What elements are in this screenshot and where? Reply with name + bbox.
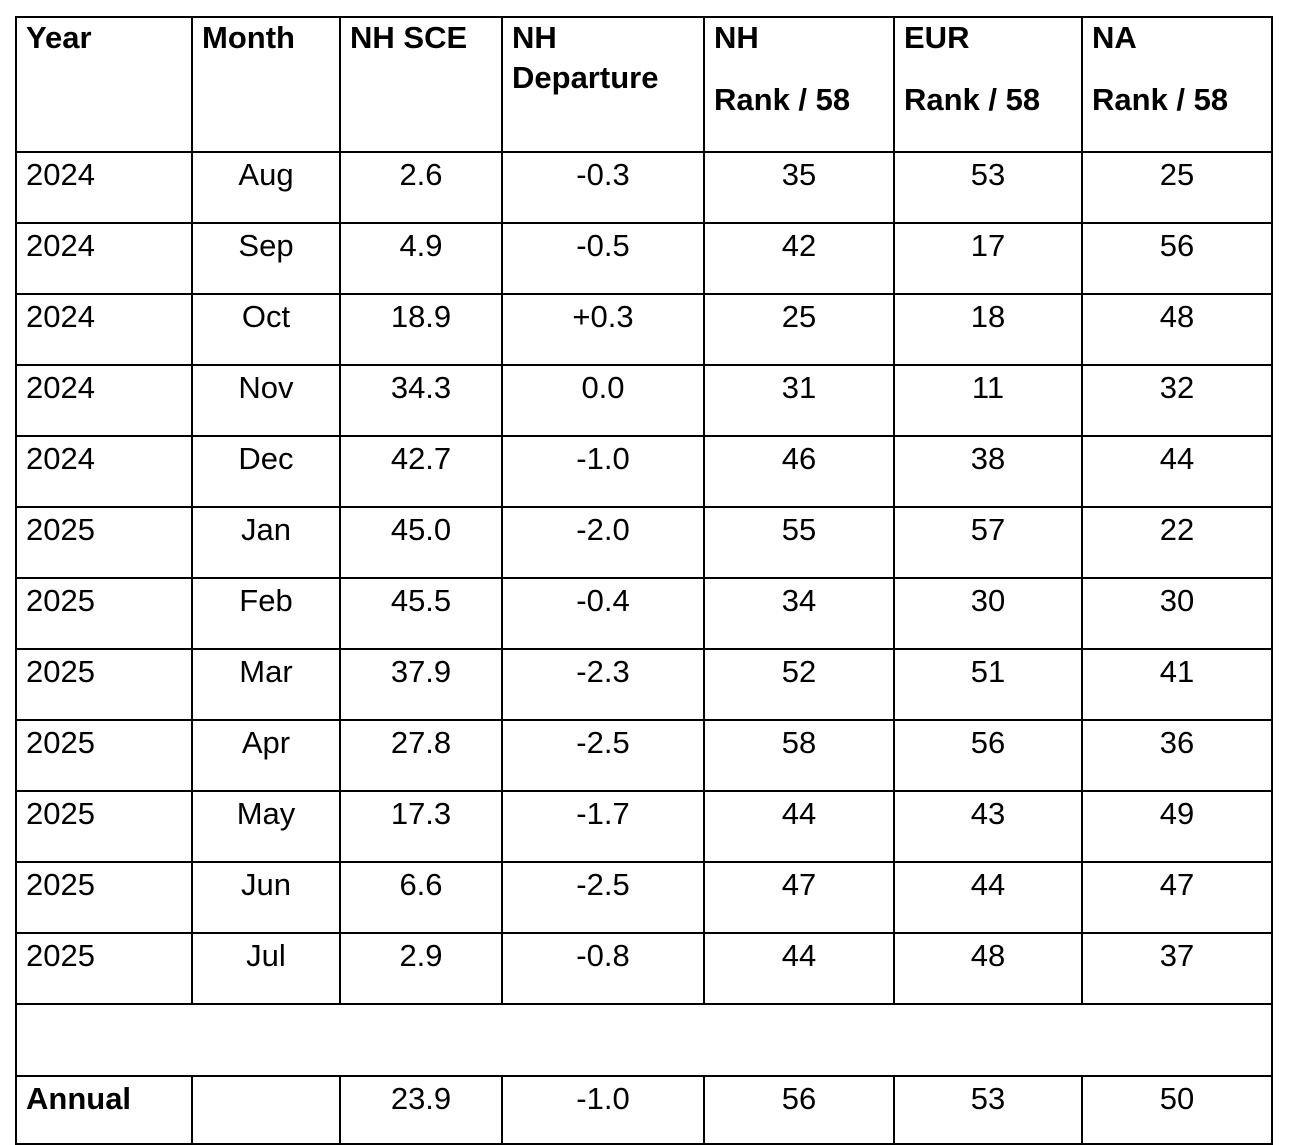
year-cell: 2025 xyxy=(16,578,192,649)
nh-sce-cell: 37.9 xyxy=(340,649,502,720)
nh-sce-cell: 2.6 xyxy=(340,152,502,223)
table-row xyxy=(16,507,1272,578)
table-row xyxy=(16,436,1272,507)
departure-cell: -0.5 xyxy=(502,223,704,294)
na-rank-cell: 32 xyxy=(1082,365,1272,436)
nh-sce-cell: 45.0 xyxy=(340,507,502,578)
eur-rank-cell: 38 xyxy=(894,436,1082,507)
header-nh-departure-line1: NH xyxy=(512,20,557,55)
eur-rank-cell: 57 xyxy=(894,507,1082,578)
table-row xyxy=(16,365,1272,436)
year-cell: 2024 xyxy=(16,436,192,507)
table-row xyxy=(16,578,1272,649)
header-nh-sce xyxy=(340,17,502,152)
nh-rank-cell: 58 xyxy=(704,720,894,791)
departure-cell: +0.3 xyxy=(502,294,704,365)
year-cell: 2025 xyxy=(16,649,192,720)
table-row xyxy=(16,933,1272,1004)
nh-rank-cell: 25 xyxy=(704,294,894,365)
header-nh-departure xyxy=(502,17,704,152)
eur-rank-cell: 51 xyxy=(894,649,1082,720)
nh-rank-cell: 42 xyxy=(704,223,894,294)
annual-nh-rank-cell: 56 xyxy=(704,1076,894,1144)
nh-sce-cell: 45.5 xyxy=(340,578,502,649)
header-nh-sce-label: NH SCE xyxy=(350,20,468,55)
table-row xyxy=(16,862,1272,933)
header-nh-rank-line1: NH xyxy=(714,20,759,55)
month-cell: Oct xyxy=(192,294,340,365)
na-rank-cell: 41 xyxy=(1082,649,1272,720)
na-rank-cell: 30 xyxy=(1082,578,1272,649)
year-cell: 2024 xyxy=(16,365,192,436)
empty-spacer-cell xyxy=(16,1004,1272,1076)
annual-row xyxy=(16,1076,1272,1144)
na-rank-cell: 47 xyxy=(1082,862,1272,933)
na-rank-cell: 22 xyxy=(1082,507,1272,578)
header-year xyxy=(16,17,192,152)
nh-sce-cell: 4.9 xyxy=(340,223,502,294)
departure-cell: -0.4 xyxy=(502,578,704,649)
header-row xyxy=(16,17,1272,152)
month-cell: Nov xyxy=(192,365,340,436)
departure-cell: -1.7 xyxy=(502,791,704,862)
header-month xyxy=(192,17,340,152)
annual-eur-rank-cell: 53 xyxy=(894,1076,1082,1144)
header-year-label: Year xyxy=(26,20,92,55)
eur-rank-cell: 11 xyxy=(894,365,1082,436)
month-cell: Aug xyxy=(192,152,340,223)
year-cell: 2025 xyxy=(16,791,192,862)
month-cell: Jan xyxy=(192,507,340,578)
snow-cover-table xyxy=(15,16,1273,1145)
nh-rank-cell: 34 xyxy=(704,578,894,649)
eur-rank-cell: 18 xyxy=(894,294,1082,365)
na-rank-cell: 44 xyxy=(1082,436,1272,507)
nh-sce-cell: 2.9 xyxy=(340,933,502,1004)
nh-sce-cell: 17.3 xyxy=(340,791,502,862)
na-rank-cell: 48 xyxy=(1082,294,1272,365)
departure-cell: -2.0 xyxy=(502,507,704,578)
nh-sce-cell: 18.9 xyxy=(340,294,502,365)
nh-rank-cell: 52 xyxy=(704,649,894,720)
na-rank-cell: 36 xyxy=(1082,720,1272,791)
departure-cell: 0.0 xyxy=(502,365,704,436)
departure-cell: -0.3 xyxy=(502,152,704,223)
eur-rank-cell: 56 xyxy=(894,720,1082,791)
eur-rank-cell: 53 xyxy=(894,152,1082,223)
nh-rank-cell: 55 xyxy=(704,507,894,578)
annual-month-cell xyxy=(192,1076,340,1144)
nh-rank-cell: 46 xyxy=(704,436,894,507)
departure-cell: -2.5 xyxy=(502,720,704,791)
header-eur-rank-line2: Rank / 58 xyxy=(904,82,1041,117)
table-row xyxy=(16,223,1272,294)
header-nh-departure-line2: Departure xyxy=(512,60,659,95)
header-na-rank-line2: Rank / 58 xyxy=(1092,82,1229,117)
header-na-rank xyxy=(1082,17,1272,152)
year-cell: 2025 xyxy=(16,507,192,578)
table-row xyxy=(16,720,1272,791)
year-cell: 2024 xyxy=(16,223,192,294)
month-cell: Mar xyxy=(192,649,340,720)
departure-cell: -0.8 xyxy=(502,933,704,1004)
nh-sce-cell: 6.6 xyxy=(340,862,502,933)
na-rank-cell: 49 xyxy=(1082,791,1272,862)
month-cell: Feb xyxy=(192,578,340,649)
nh-sce-cell: 34.3 xyxy=(340,365,502,436)
year-cell: 2024 xyxy=(16,294,192,365)
nh-rank-cell: 35 xyxy=(704,152,894,223)
nh-sce-cell: 42.7 xyxy=(340,436,502,507)
header-nh-rank-line2: Rank / 58 xyxy=(714,82,851,117)
na-rank-cell: 25 xyxy=(1082,152,1272,223)
month-cell: Jun xyxy=(192,862,340,933)
month-cell: May xyxy=(192,791,340,862)
departure-cell: -2.5 xyxy=(502,862,704,933)
header-na-rank-line1: NA xyxy=(1092,20,1137,55)
year-cell: 2025 xyxy=(16,862,192,933)
year-cell: 2025 xyxy=(16,720,192,791)
na-rank-cell: 37 xyxy=(1082,933,1272,1004)
table-row xyxy=(16,649,1272,720)
nh-rank-cell: 44 xyxy=(704,933,894,1004)
table-row xyxy=(16,791,1272,862)
header-eur-rank xyxy=(894,17,1082,152)
nh-rank-cell: 47 xyxy=(704,862,894,933)
header-month-label: Month xyxy=(202,20,295,55)
nh-sce-cell: 27.8 xyxy=(340,720,502,791)
table-row xyxy=(16,152,1272,223)
annual-nh-sce-cell: 23.9 xyxy=(340,1076,502,1144)
year-cell: 2025 xyxy=(16,933,192,1004)
annual-na-rank-cell: 50 xyxy=(1082,1076,1272,1144)
annual-departure-cell: -1.0 xyxy=(502,1076,704,1144)
annual-label-cell: Annual xyxy=(16,1076,192,1144)
eur-rank-cell: 30 xyxy=(894,578,1082,649)
nh-rank-cell: 44 xyxy=(704,791,894,862)
month-cell: Apr xyxy=(192,720,340,791)
table-row xyxy=(16,294,1272,365)
header-nh-rank xyxy=(704,17,894,152)
eur-rank-cell: 43 xyxy=(894,791,1082,862)
month-cell: Sep xyxy=(192,223,340,294)
eur-rank-cell: 44 xyxy=(894,862,1082,933)
month-cell: Dec xyxy=(192,436,340,507)
month-cell: Jul xyxy=(192,933,340,1004)
empty-spacer-row xyxy=(16,1004,1272,1076)
departure-cell: -2.3 xyxy=(502,649,704,720)
eur-rank-cell: 17 xyxy=(894,223,1082,294)
na-rank-cell: 56 xyxy=(1082,223,1272,294)
eur-rank-cell: 48 xyxy=(894,933,1082,1004)
departure-cell: -1.0 xyxy=(502,436,704,507)
nh-rank-cell: 31 xyxy=(704,365,894,436)
header-eur-rank-line1: EUR xyxy=(904,20,970,55)
year-cell: 2024 xyxy=(16,152,192,223)
